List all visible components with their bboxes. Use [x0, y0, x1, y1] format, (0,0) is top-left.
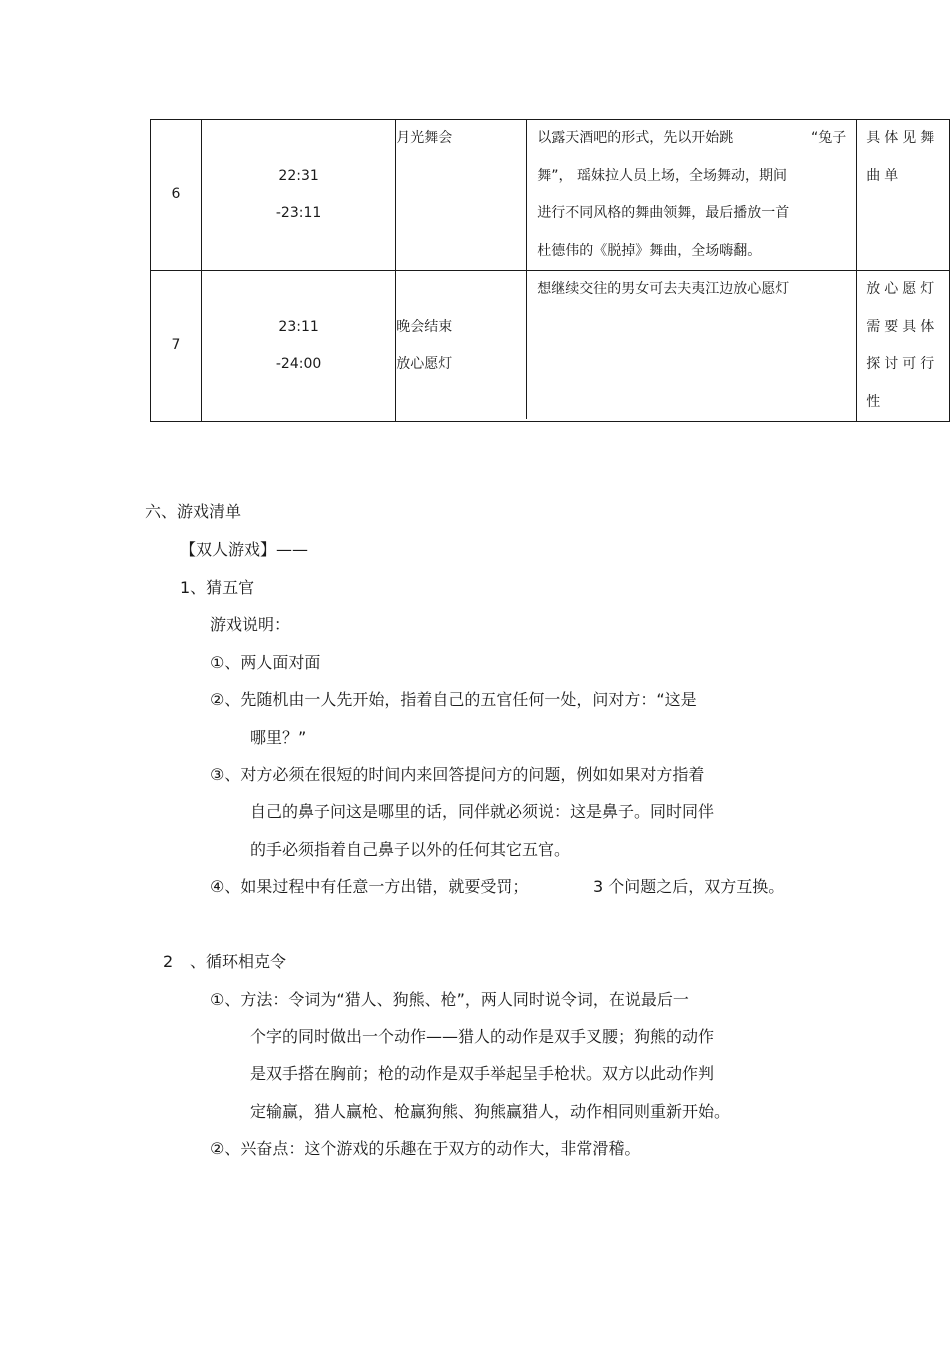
game-title: 1、猜五官: [180, 578, 255, 597]
rule-line: ②、兴奋点：这个游戏的乐趣在于双方的动作大，非常滑稽。: [210, 1139, 641, 1158]
rule-line: 的手必须指着自己鼻子以外的任何其它五官。: [250, 840, 571, 859]
desc-line: [537, 120, 850, 158]
program-name: 晚会结束: [396, 318, 453, 335]
category-title: 【双人游戏】——: [180, 540, 309, 559]
description-block: [526, 271, 850, 419]
time-cell: [201, 271, 395, 422]
desc-line: 杜德伟的《脱掉》舞曲，全场嗨翻。: [537, 242, 762, 259]
time-start: 22:31: [278, 167, 319, 184]
rule-line: 个字的同时做出一个动作——猎人的动作是双手叉腰；狗熊的动作: [250, 1027, 715, 1046]
note-cell: [857, 120, 950, 271]
schedule-table: [150, 119, 950, 422]
program-cell: [396, 271, 526, 419]
desc-text: “兔子: [810, 130, 847, 146]
row-number: [151, 120, 202, 271]
desc-line: 舞”， 瑶妹拉人员上场，全场舞动，期间: [537, 167, 787, 184]
table-row: [151, 120, 950, 271]
note-line: 曲单: [866, 167, 903, 184]
program-name: 月光舞会: [396, 130, 453, 146]
time-end: -23:11: [275, 205, 322, 221]
rule-line: ②、先随机由一人先开始，指着自己的五官任何一处，问对方：“这是: [210, 690, 697, 709]
rule-line: 3 个问题之后，双方互换。: [593, 877, 785, 896]
rule-line: 哪里？”: [250, 728, 307, 747]
desc-line: 想继续交往的男女可去夫夷江边放心愿灯: [537, 281, 790, 297]
game-number: 2: [163, 952, 174, 971]
rule-line: 定输赢，猎人赢枪、枪赢狗熊、狗熊赢猎人，动作相同则重新开始。: [250, 1102, 731, 1121]
description-block: [526, 120, 850, 270]
program-name: 放心愿灯: [396, 356, 453, 372]
row-number-text: 6: [171, 186, 181, 203]
table-row: [151, 271, 950, 422]
rule-line: 是双手搭在胸前；枪的动作是双手举起呈手枪状。双方以此动作判: [250, 1064, 715, 1083]
desc-cell: [396, 271, 857, 422]
note-cell: [857, 271, 950, 422]
rule-line: ④、如果过程中有任意一方出错，就要受罚；: [210, 877, 529, 896]
note-line: 具体见舞: [866, 130, 939, 146]
note-line: 需要具体: [866, 318, 939, 335]
row-number: [151, 271, 202, 422]
rule-line: ③、对方必须在很短的时间内来回答提问方的问题，例如如果对方指着: [210, 765, 705, 784]
note-line: 放心愿灯: [866, 281, 939, 297]
desc-text: 以露天酒吧的形式，先以开始跳: [537, 130, 734, 146]
game-title: 、循环相克令: [190, 952, 287, 971]
time-end: -24:00: [275, 356, 322, 372]
rule-line: ①、两人面对面: [210, 653, 321, 672]
game-intro: 游戏说明：: [210, 615, 291, 634]
note-line: 探讨可行: [866, 356, 939, 372]
section-title: 六、游戏清单: [145, 502, 242, 521]
note-line: 性: [866, 393, 885, 410]
desc-cell: [396, 120, 857, 271]
rule-line: ①、方法：令词为“猎人、狗熊、枪”，两人同时说令词，在说最后一: [210, 990, 689, 1009]
row-number-text: 7: [171, 337, 181, 354]
rule-line: 自己的鼻子问这是哪里的话，同伴就必须说：这是鼻子。同时同伴: [250, 802, 715, 821]
desc-line: 进行不同风格的舞曲领舞，最后播放一首: [537, 205, 790, 221]
time-start: 23:11: [278, 318, 319, 335]
program-cell: [396, 120, 526, 270]
time-cell: [201, 120, 395, 271]
